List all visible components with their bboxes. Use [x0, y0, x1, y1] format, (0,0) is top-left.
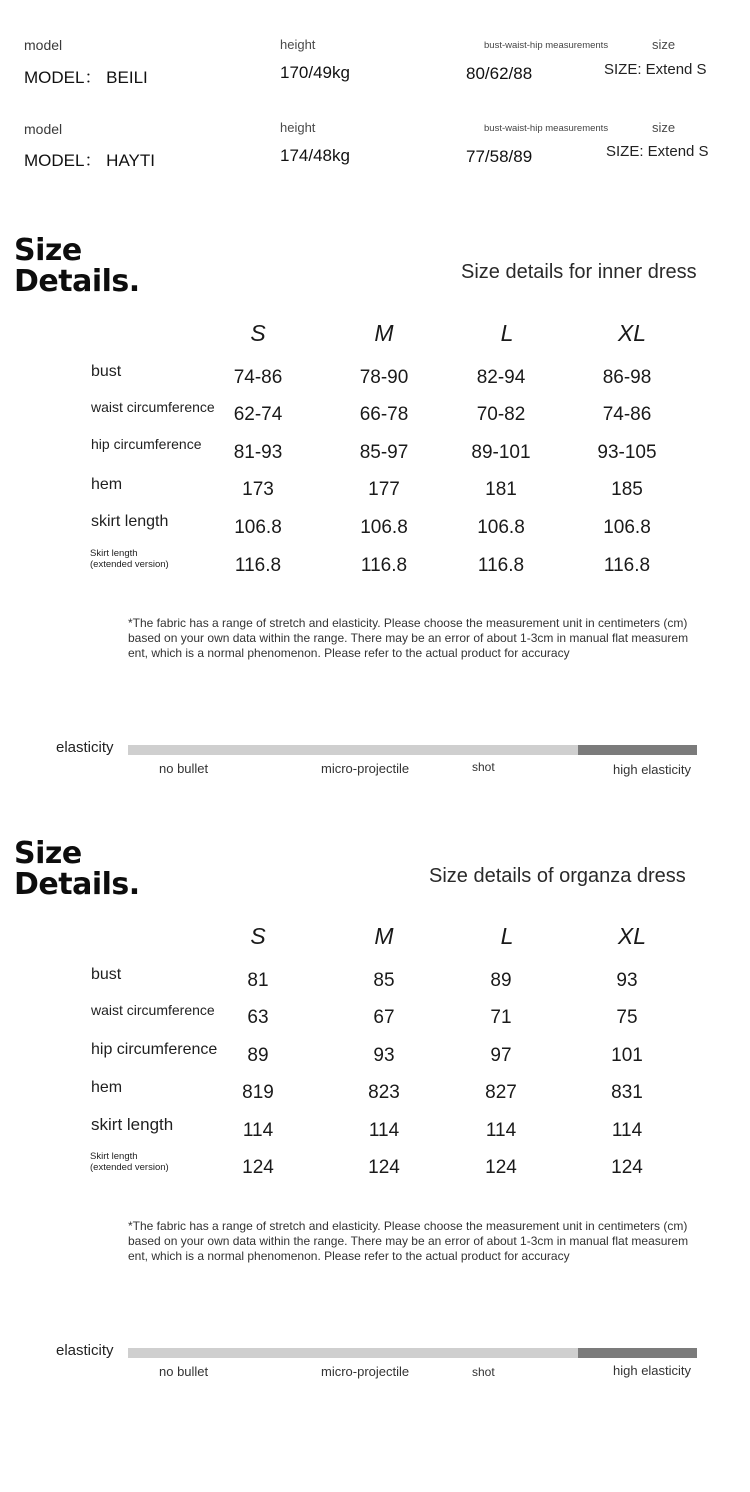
model-bwh: 80/62/88 — [466, 64, 533, 83]
table-cell: 116.8 — [234, 555, 282, 576]
table-cell: 181 — [485, 479, 517, 500]
table-cell: 116.8 — [603, 555, 651, 576]
height-label: height — [280, 120, 316, 135]
height-label: height — [280, 37, 316, 52]
section-title-line2: Details. — [14, 264, 140, 299]
row-label-line2: (extended version) — [90, 559, 169, 570]
table-cell: 81 — [247, 970, 269, 991]
table-cell: 827 — [485, 1082, 517, 1103]
table-cell: 66-78 — [359, 404, 409, 425]
elasticity-label: elasticity — [56, 739, 114, 756]
section-subtitle: Size details for inner dress — [461, 261, 697, 283]
table-cell: 114 — [611, 1120, 643, 1141]
row-label-line1: Skirt length — [90, 1151, 138, 1162]
table-cell: 75 — [616, 1007, 638, 1028]
col-head-s: S — [250, 923, 266, 949]
fabric-note — [128, 1219, 740, 1264]
table-cell: 106.8 — [477, 517, 525, 538]
table-cell: 177 — [368, 479, 400, 500]
row-label-hem: hem — [91, 476, 123, 493]
table-cell: 185 — [611, 479, 643, 500]
section-title — [14, 235, 140, 297]
table-cell: 124 — [611, 1157, 643, 1178]
section-title-line1: Size — [14, 233, 82, 268]
elasticity-label: elasticity — [56, 1342, 114, 1359]
row-label-bust: bust — [91, 966, 122, 983]
row-label-waist: waist circumference — [91, 399, 215, 415]
table-cell: 106.8 — [603, 517, 651, 538]
col-head-l: L — [500, 320, 514, 346]
fabric-note — [128, 616, 740, 661]
model-bwh: 77/58/89 — [466, 147, 533, 166]
model-name: MODEL： HAYTI — [24, 151, 155, 170]
note-line: *The fabric has a range of stretch and elasticity. Please choose the measurement unit in centimeters (cm) — [128, 616, 688, 630]
col-head-m: M — [374, 923, 394, 949]
table-cell: 114 — [368, 1120, 400, 1141]
table-cell: 70-82 — [476, 404, 526, 425]
table-cell: 124 — [485, 1157, 517, 1178]
elasticity-bar-track — [128, 745, 578, 755]
table-cell: 63 — [247, 1007, 269, 1028]
section-subtitle: Size details of organza dress — [429, 865, 686, 887]
model-name: MODEL： BEILI — [24, 68, 148, 87]
table-cell: 62-74 — [233, 404, 283, 425]
table-cell: 101 — [611, 1045, 643, 1066]
table-cell: 78-90 — [359, 367, 409, 388]
row-label-waist: waist circumference — [91, 1002, 215, 1018]
size-label: size — [652, 37, 676, 52]
table-cell: 67 — [373, 1007, 395, 1028]
table-cell: 124 — [368, 1157, 400, 1178]
col-head-l: L — [500, 923, 514, 949]
elasticity-tick: micro-projectile — [321, 1364, 410, 1379]
table-cell: 86-98 — [602, 367, 652, 388]
note-line: ent, which is a normal phenomenon. Please refer to the actual product for accuracy — [128, 1249, 570, 1263]
table-cell: 114 — [242, 1120, 274, 1141]
row-label-hem: hem — [91, 1079, 123, 1096]
row-label-line2: (extended version) — [90, 1162, 169, 1173]
table-cell: 116.8 — [477, 555, 525, 576]
elasticity-tick: no bullet — [159, 761, 209, 776]
table-cell: 85 — [373, 970, 395, 991]
bwh-label: bust-waist-hip measurements — [484, 40, 609, 51]
table-cell: 85-97 — [359, 442, 409, 463]
table-cell: 82-94 — [476, 367, 526, 388]
row-label-line1: Skirt length — [90, 548, 138, 559]
elasticity-tick: micro-projectile — [321, 761, 410, 776]
section-title-line1: Size — [14, 836, 82, 871]
elasticity-tick: high elasticity — [613, 762, 692, 777]
table-cell: 74-86 — [602, 404, 652, 425]
row-label-skirt-length-extended — [90, 548, 169, 570]
table-cell: 93-105 — [597, 442, 657, 463]
model-height-weight: 174/48kg — [280, 146, 350, 165]
row-label-skirt-length: skirt length — [91, 1115, 174, 1134]
bwh-label: bust-waist-hip measurements — [484, 123, 609, 134]
section-title — [14, 838, 140, 900]
elasticity-bar-selected — [578, 745, 697, 755]
table-cell: 89 — [490, 970, 512, 991]
col-head-xl: XL — [617, 923, 647, 949]
model-size: SIZE: Extend S — [606, 143, 709, 160]
col-head-xl: XL — [617, 320, 647, 346]
model-label: model — [24, 37, 63, 53]
table-cell: 74-86 — [233, 367, 283, 388]
table-cell: 819 — [242, 1082, 274, 1103]
table-cell: 114 — [485, 1120, 517, 1141]
note-line: *The fabric has a range of stretch and elasticity. Please choose the measurement unit in centimeters (cm) — [128, 1219, 688, 1233]
elasticity-tick: shot — [472, 1365, 495, 1379]
table-cell: 831 — [611, 1082, 643, 1103]
model-height-weight: 170/49kg — [280, 63, 350, 82]
table-cell: 81-93 — [233, 442, 283, 463]
row-label-skirt-length-extended — [90, 1151, 169, 1173]
row-label-skirt-length: skirt length — [91, 513, 169, 530]
row-label-hip: hip circumference — [91, 436, 202, 452]
elasticity-tick: shot — [472, 760, 495, 774]
section-title-line2: Details. — [14, 867, 140, 902]
elasticity-tick: high elasticity — [613, 1363, 692, 1378]
table-cell: 124 — [242, 1157, 274, 1178]
table-cell: 93 — [616, 970, 638, 991]
note-line: based on your own data within the range. There may be an error of about 1-3cm in manual flat measurem — [128, 631, 689, 645]
row-label-bust: bust — [91, 363, 122, 380]
table-cell: 106.8 — [234, 517, 282, 538]
table-cell: 89 — [247, 1045, 269, 1066]
note-line: based on your own data within the range. There may be an error of about 1-3cm in manual flat measurem — [128, 1234, 689, 1248]
table-cell: 97 — [490, 1045, 512, 1066]
table-cell: 106.8 — [360, 517, 408, 538]
model-label: model — [24, 121, 63, 137]
table-cell: 173 — [242, 479, 274, 500]
size-label: size — [652, 120, 676, 135]
col-head-s: S — [250, 320, 266, 346]
model-size: SIZE: Extend S — [604, 61, 707, 78]
note-line: ent, which is a normal phenomenon. Please refer to the actual product for accuracy — [128, 646, 570, 660]
table-cell: 89-101 — [471, 442, 531, 463]
col-head-m: M — [374, 320, 394, 346]
table-cell: 71 — [490, 1007, 512, 1028]
elasticity-tick: no bullet — [159, 1364, 209, 1379]
elasticity-bar-track — [128, 1348, 578, 1358]
row-label-hip: hip circumference — [91, 1041, 218, 1058]
table-cell: 823 — [368, 1082, 400, 1103]
elasticity-bar-selected — [578, 1348, 697, 1358]
table-cell: 93 — [373, 1045, 395, 1066]
table-cell: 116.8 — [360, 555, 408, 576]
